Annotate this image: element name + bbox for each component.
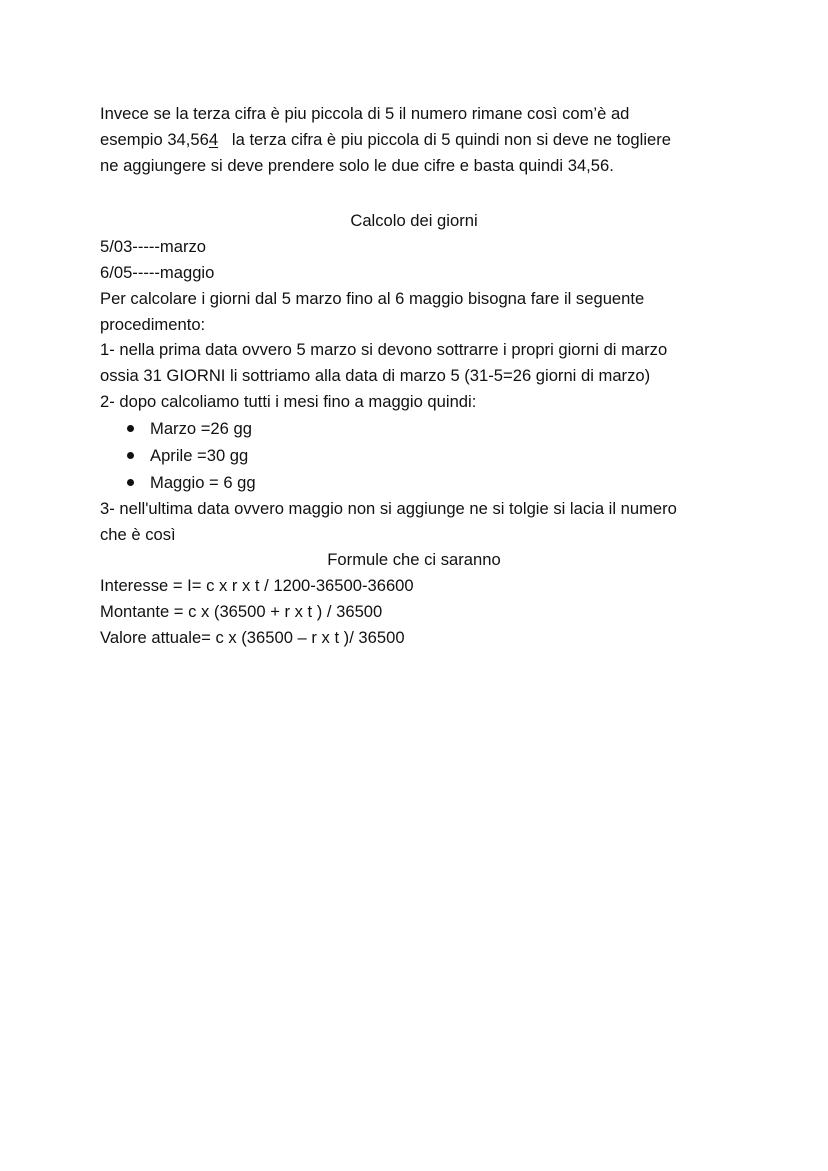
- step1-line-2: ossia 31 GIORNI li sottriamo alla data di marzo 5 (31-5=26 giorni di marzo): [100, 366, 651, 386]
- bullet-icon: [127, 425, 134, 432]
- month-aprile: Aprile =30 gg: [150, 445, 249, 465]
- month-marzo: Marzo =26 gg: [150, 418, 252, 438]
- formula-montante: Montante = c x (36500 + r x t ) / 36500: [100, 601, 383, 621]
- bullet-icon: [127, 452, 134, 459]
- list-item: [100, 442, 740, 469]
- step3-line-1: 3- nell'ultima data ovvero maggio non si aggiunge ne si tolgie si lacia il numero: [100, 498, 677, 518]
- step2-line: 2- dopo calcoliamo tutti i mesi fino a maggio quindi:: [100, 391, 477, 411]
- date-line-2: 6/05-----maggio: [100, 262, 215, 282]
- rounding-line-3: ne aggiungere si deve prendere solo le due cifre e basta quindi 34,56.: [100, 155, 614, 175]
- spacer: [100, 178, 740, 208]
- rounding-line-2: [100, 127, 740, 153]
- intro-line-2: procedimento:: [100, 314, 206, 334]
- section-title-days: Calcolo dei giorni: [350, 211, 478, 231]
- step3-line-2: che è così: [100, 524, 176, 544]
- list-item: [100, 415, 740, 442]
- rounding-line-2-prefix: esempio 34,56: [100, 129, 209, 149]
- formula-interesse: Interesse = I= c x r x t / 1200-36500-36600: [100, 576, 414, 596]
- rounding-line-2-suffix: la terza cifra è piu piccola di 5 quindi non si deve ne togliere: [218, 129, 672, 149]
- section-title-formulas: Formule che ci saranno: [327, 550, 501, 570]
- rounding-line-1: Invece se la terza cifra è piu piccola di 5 il numero rimane così com’è ad: [100, 104, 630, 123]
- underlined-digit: 4: [208, 129, 219, 149]
- list-item: [100, 469, 740, 496]
- step1-line-1: 1- nella prima data ovvero 5 marzo si devono sottrarre i propri giorni di marzo: [100, 340, 668, 360]
- document-body: [100, 101, 740, 651]
- date-line-1: 5/03-----marzo: [100, 237, 207, 257]
- bullet-icon: [127, 479, 134, 486]
- formula-valore-attuale: Valore attuale= c x (36500 – r x t )/ 36500: [100, 627, 405, 647]
- intro-line-1: Per calcolare i giorni dal 5 marzo fino al 6 maggio bisogna fare il seguente: [100, 288, 645, 308]
- month-maggio: Maggio = 6 gg: [150, 472, 256, 492]
- months-list: [100, 415, 740, 496]
